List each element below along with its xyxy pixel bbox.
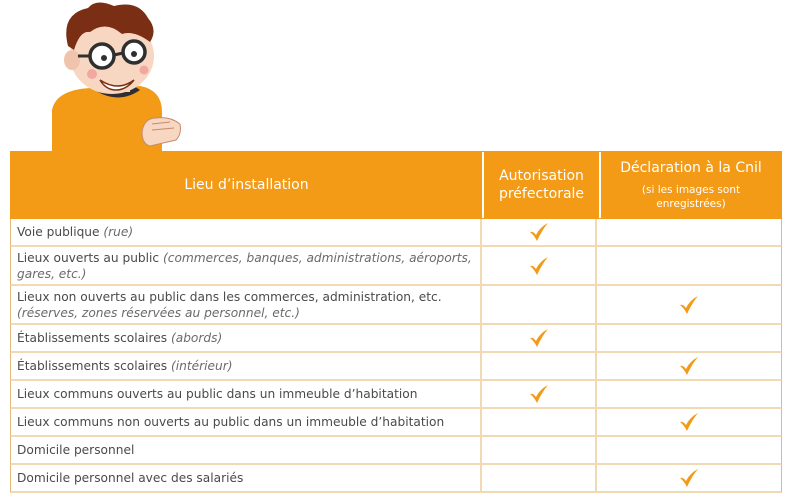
cnil-cell [597,409,781,435]
table-row [10,325,782,353]
checkmark-icon [678,412,700,432]
checkmark-icon [678,468,700,488]
autorisation-cell [482,219,597,245]
checkmark-icon [528,328,550,348]
table-row [10,437,782,465]
lieu-text [17,224,133,240]
lieu-note: (réserves, zones réservées au personnel, etc.) [17,305,300,320]
lieu-cell [11,286,482,323]
lieu-text [17,414,444,430]
header-label: Autorisation [499,168,584,184]
cnil-cell [597,286,781,323]
lieu-note: (abords) [170,331,223,345]
lieu-text [17,386,417,402]
lieu-text [17,289,474,321]
header-label: Lieu d’installation [184,177,309,193]
mascot-illustration [30,0,200,154]
checkmark-icon [678,295,700,315]
header-note [642,183,740,211]
lieu-label: Domicile personnel [17,443,135,457]
lieu-label: Lieux ouverts au public [17,250,164,265]
lieu-note: (intérieur) [170,359,233,373]
lieu-cell [11,465,482,491]
lieu-label: Domicile personnel avec des salariés [17,471,244,485]
lieu-label: Établissements scolaires [17,331,171,345]
lieu-note: (commerces, banques, administrations, aéroports, gares, etc.) [17,250,472,281]
autorisation-cell [482,437,597,463]
lieu-cell [11,437,482,463]
lieu-label: Lieux non ouverts au public dans les commerces, administration, etc. [17,289,442,304]
autorisation-cell [482,381,597,407]
lieu-text [17,358,233,374]
lieu-label: Lieux communs ouverts au public dans un immeuble d’habitation [17,387,418,401]
autorisation-cell [482,247,597,284]
lieu-text [17,330,222,346]
cnil-cell [597,465,781,491]
table-row [10,465,782,493]
autorisation-cell [482,409,597,435]
header-declaration-cnil [601,152,781,218]
checkmark-icon [678,356,700,376]
lieu-label: Établissements scolaires [17,359,171,373]
cnil-cell [597,381,781,407]
checkmark-icon [528,256,550,276]
autorisation-cell [482,286,597,323]
lieu-cell [11,381,482,407]
lieu-text [17,250,474,282]
table-body [10,219,782,493]
checkmark-icon [528,384,550,404]
lieu-cell [11,247,482,284]
lieu-cell [11,219,482,245]
header-lieu-installation [11,152,484,218]
autorisation-cell [482,325,597,351]
header-note-line: enregistrées) [656,198,726,210]
lieu-label: Voie publique [17,225,104,239]
cnil-cell [597,353,781,379]
cnil-cell [597,219,781,245]
lieu-text [17,442,134,458]
table-row [10,286,782,325]
cnil-cell [597,247,781,284]
lieu-cell [11,325,482,351]
table-row [10,381,782,409]
header-label: Déclaration à la Cnil [620,160,762,176]
installation-table [10,151,782,493]
header-note-line: (si les images sont [641,184,741,196]
checkmark-icon [528,222,550,242]
table-row [10,247,782,286]
cnil-cell [597,437,781,463]
table-row [10,353,782,381]
header-label: préfectorale [498,186,585,202]
lieu-cell [11,409,482,435]
lieu-label: Lieux communs non ouverts au public dans un immeuble d’habitation [17,415,445,429]
lieu-cell [11,353,482,379]
lieu-text [17,470,243,486]
table-header [10,151,782,219]
autorisation-cell [482,465,597,491]
table-row [10,219,782,247]
lieu-note: (rue) [103,225,134,239]
header-autorisation [484,152,601,218]
cnil-cell [597,325,781,351]
table-row [10,409,782,437]
autorisation-cell [482,353,597,379]
